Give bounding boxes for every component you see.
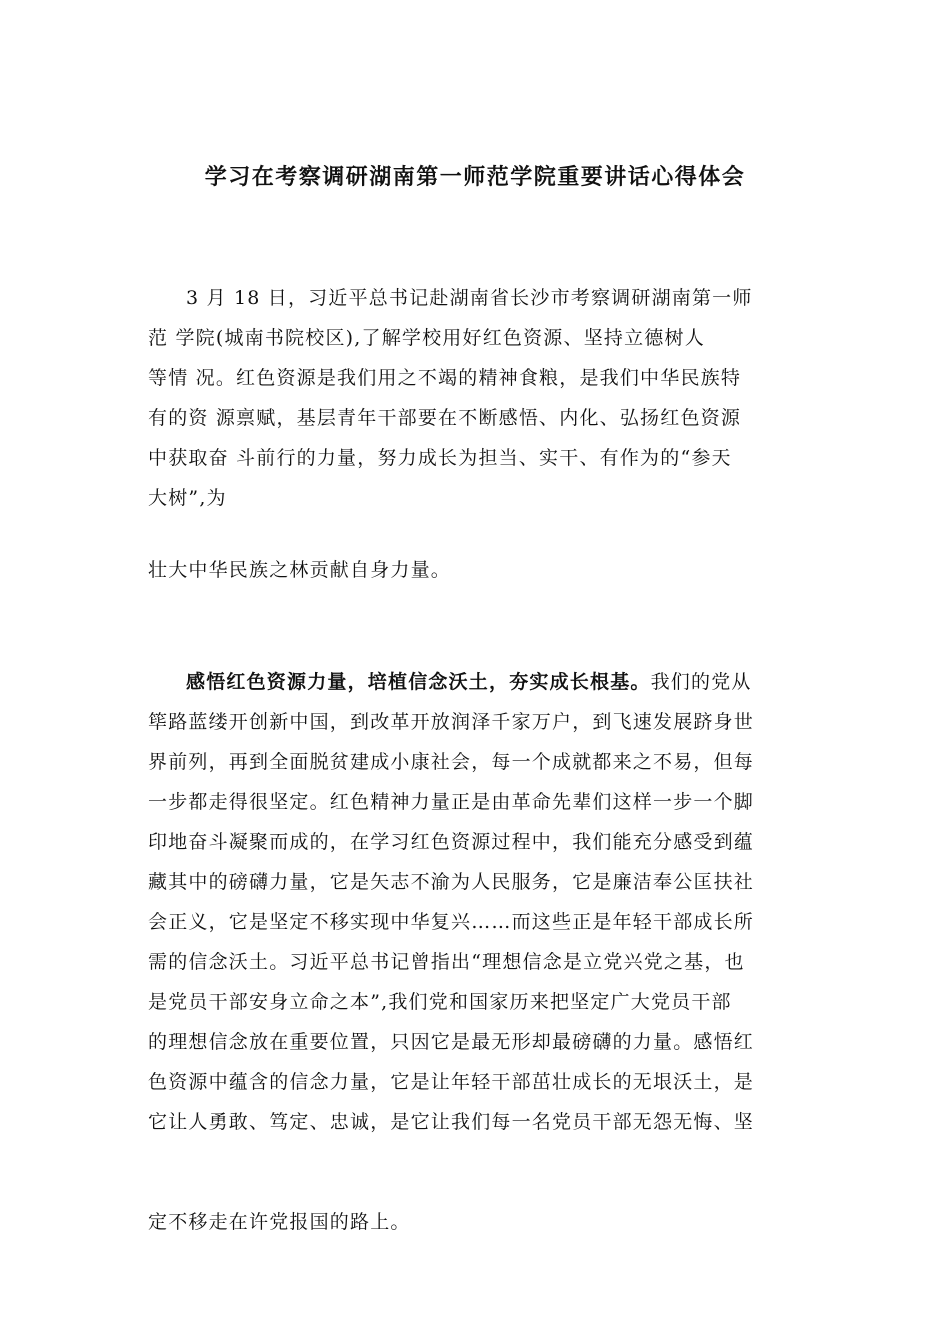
paragraph-line-rest: 我们的党从 (650, 671, 752, 693)
paragraph-line: 定不移走在许党报国的路上。 (148, 1211, 411, 1233)
paragraph-line: 3 月 18 日，习近平总书记赴湖南省长沙市考察调研湖南第一师 (186, 287, 753, 309)
document-title: 学习在考察调研湖南第一师范学院重要讲话心得体会 (204, 164, 746, 190)
paragraph-line: 壮大中华民族之林贡献自身力量。 (148, 559, 452, 581)
paragraph-first-line (148, 662, 808, 702)
paragraph-line: 印地奋斗凝聚而成的，在学习红色资源过程中，我们能充分感受到蕴 (148, 831, 755, 853)
paragraph-heading: 感悟红色资源力量，培植信念沃土，夯实成长根基。 (186, 671, 651, 693)
paragraph-intro (148, 278, 808, 518)
paragraph-line: 界前列，再到全面脱贫建成小康社会，每一个成就都来之不易，但每 (148, 751, 755, 773)
paragraph-line: 有的资 源禀赋，基层青年干部要在不断感悟、内化、弘扬红色资源 (148, 407, 742, 429)
paragraph-line: 是党员干部安身立命之本”,我们党和国家历来把坚定广大党员干部 (148, 991, 732, 1013)
paragraph-line: 它让人勇敢、笃定、忠诚，是它让我们每一名党员干部无怨无悔、坚 (148, 1111, 755, 1133)
paragraph-line: 范 学院(城南书院校区),了解学校用好红色资源、坚持立德树人 (148, 327, 705, 349)
paragraph-line: 需的信念沃土。习近平总书记曾指出“理想信念是立党兴党之基，也 (148, 951, 745, 973)
paragraph-line: 筚路蓝缕开创新中国，到改革开放润泽千家万户，到飞速发展跻身世 (148, 711, 755, 733)
paragraph-line: 的理想信念放在重要位置，只因它是最无形却最磅礴的力量。感悟红 (148, 1031, 755, 1053)
paragraph-line: 等情 况。红色资源是我们用之不竭的精神食粮，是我们中华民族特 (148, 367, 742, 389)
paragraph-body (148, 662, 808, 1142)
paragraph-body-tail (148, 1202, 808, 1242)
paragraph-line: 大树”,为 (148, 487, 227, 509)
paragraph-line: 藏其中的磅礴力量，它是矢志不渝为人民服务，它是廉洁奉公匡扶社 (148, 871, 755, 893)
paragraph-intro-tail (148, 550, 808, 590)
paragraph-line: 会正义，它是坚定不移实现中华复兴……而这些正是年轻干部成长所 (148, 911, 755, 933)
paragraph-line: 一步都走得很坚定。红色精神力量正是由革命先辈们这样一步一个脚 (148, 791, 755, 813)
paragraph-line: 中获取奋 斗前行的力量，努力成长为担当、实干、有作为的“参天 (148, 447, 732, 469)
paragraph-line: 色资源中蕴含的信念力量，它是让年轻干部茁壮成长的无垠沃土，是 (148, 1071, 755, 1093)
